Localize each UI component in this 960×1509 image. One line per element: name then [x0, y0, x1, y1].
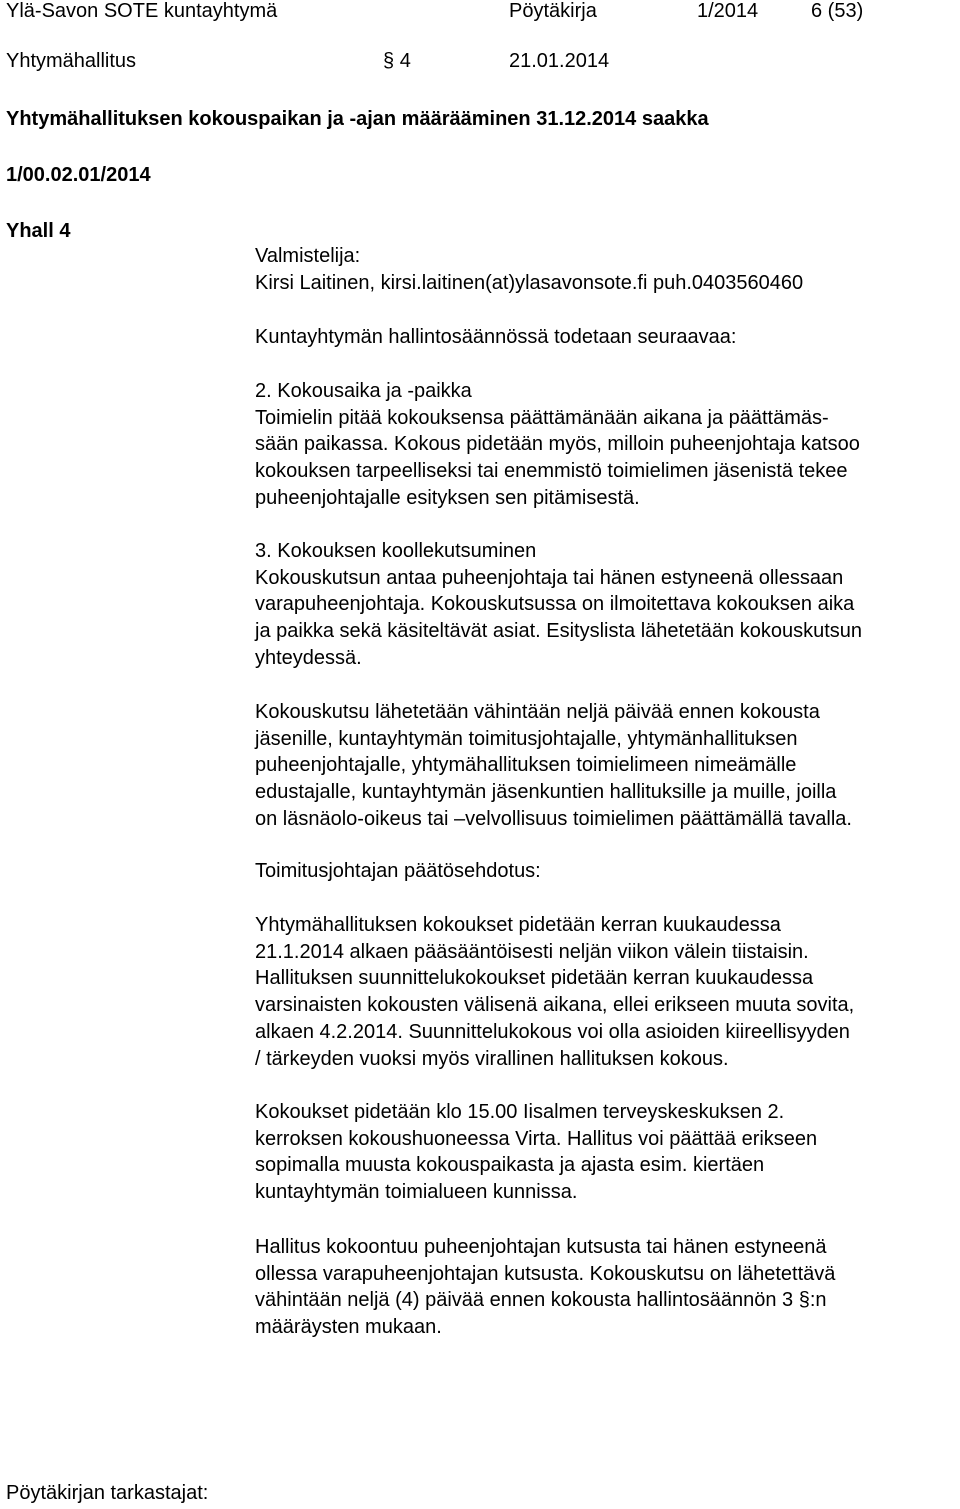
footer-reviewers: Pöytäkirjan tarkastajat:	[6, 1482, 209, 1504]
paragraph-line: kuntayhtymän toimialueen kunnissa.	[255, 1181, 578, 1204]
item-3-heading: 3. Kokouksen koollekutsuminen	[255, 540, 537, 562]
paragraph-line: Kokoukset pidetään klo 15.00 Iisalmen terveyskeskuksen 2.	[255, 1101, 785, 1123]
item-2-line: Toimielin pitää kokouksensa päättämänään aikana ja päättämäs-	[255, 406, 829, 429]
record-number: 1/00.02.01/2014	[6, 164, 151, 186]
doc-number: 1/2014	[697, 0, 759, 22]
paragraph-line: / tärkeyden vuoksi myös virallinen hallituksen kokous.	[255, 1047, 729, 1070]
doc-type: Pöytäkirja	[509, 0, 597, 22]
paragraph-line: Kokouskutsu lähetetään vähintään neljä päivää ennen kokousta	[255, 701, 820, 723]
invitation-paragraph	[255, 699, 852, 833]
paragraph-line: 21.1.2014 alkaen pääsääntöisesti neljän viikon välein tiistaisin.	[255, 940, 809, 963]
paragraph-line: edustajalle, kuntayhtymän jäsenkuntien hallituksille ja muille, joilla	[255, 781, 837, 804]
proposal-label: Toimitusjohtajan päätösehdotus:	[255, 860, 541, 882]
section-number-value: 4	[399, 50, 411, 72]
paragraph-line: ollessa varapuheenjohtajan kutsusta. Kokouskutsu on lähetettävä	[255, 1262, 836, 1285]
proposal-label-block	[255, 858, 541, 885]
item-2	[255, 378, 860, 512]
paragraph-line: vähintään neljä (4) päivää ennen kokousta hallintosäännön 3 §:n	[255, 1289, 827, 1312]
paragraph-line: määräysten mukaan.	[255, 1316, 442, 1339]
item-2-line: puheenjohtajalle esityksen sen pitämisestä.	[255, 486, 640, 509]
paragraph-line: Hallituksen suunnittelukokoukset pidetään kerran kuukaudessa	[255, 967, 814, 990]
item-2-line: kokouksen tarpeelliseksi tai enemmistö toimielimen jäsenistä tekee	[255, 460, 848, 483]
paragraph-line: Hallitus kokoontuu puheenjohtajan kutsusta tai hänen estyneenä	[255, 1236, 827, 1258]
paragraph-line: varsinaisten kokousten välisenä aikana, ellei erikseen muuta sovita,	[255, 994, 855, 1017]
page-title: Yhtymähallituksen kokouspaikan ja -ajan määrääminen 31.12.2014 saakka	[6, 108, 709, 130]
paragraph-line: sopimalla muusta kokouspaikasta ja ajasta esim. kiertäen	[255, 1154, 765, 1177]
item-3-line: yhteydessä.	[255, 646, 362, 669]
body-name: Yhtymähallitus	[6, 50, 137, 72]
intro-text	[255, 324, 736, 351]
page-number: 6 (53)	[811, 0, 864, 22]
paragraph-line: jäsenille, kuntayhtymän toimitusjohtajalle, yhtymänhallituksen	[255, 727, 798, 750]
org-name: Ylä-Savon SOTE kuntayhtymä	[6, 0, 278, 22]
section-ref	[6, 218, 70, 245]
item-3-line: Kokouskutsun antaa puheenjohtaja tai hänen estyneenä ollessaan	[255, 566, 844, 589]
preparer-contact: Kirsi Laitinen, kirsi.laitinen(at)ylasavonsote.fi puh.0403560460	[255, 271, 804, 294]
paragraph-line: on läsnäolo-oikeus tai –velvollisuus toimielimen päättämällä tavalla.	[255, 807, 852, 830]
preparer-block	[255, 243, 803, 296]
section-ref-text: Yhall 4	[6, 220, 71, 242]
item-3	[255, 538, 862, 672]
meeting-date: 21.01.2014	[509, 50, 610, 72]
paragraph-line: Yhtymähallituksen kokoukset pidetään kerran kuukaudessa	[255, 914, 781, 936]
item-3-line: varapuheenjohtaja. Kokouskutsussa on ilmoitettava kokouksen aika	[255, 593, 855, 616]
proposal-paragraph-3	[255, 1234, 835, 1341]
proposal-paragraph-2	[255, 1099, 817, 1206]
proposal-paragraph-1	[255, 912, 854, 1072]
paragraph-line: alkaen 4.2.2014. Suunnittelukokous voi olla asioiden kiireellisyyden	[255, 1020, 850, 1043]
section-number: § 4	[383, 50, 411, 72]
item-2-line: sään paikassa. Kokous pidetään myös, milloin puheenjohtaja katsoo	[255, 433, 860, 456]
item-2-heading: 2. Kokousaika ja -paikka	[255, 380, 472, 402]
paragraph-line: puheenjohtajalle, yhtymähallituksen toimielimeen nimeämälle	[255, 754, 797, 777]
item-3-line: ja paikka sekä käsiteltävät asiat. Esityslista lähetetään kokouskutsun	[255, 620, 862, 643]
preparer-label: Valmistelija:	[255, 245, 361, 267]
paragraph-line: kerroksen kokoushuoneessa Virta. Hallitus voi päättää erikseen	[255, 1127, 818, 1150]
intro-line: Kuntayhtymän hallintosäännössä todetaan seuraavaa:	[255, 326, 737, 348]
